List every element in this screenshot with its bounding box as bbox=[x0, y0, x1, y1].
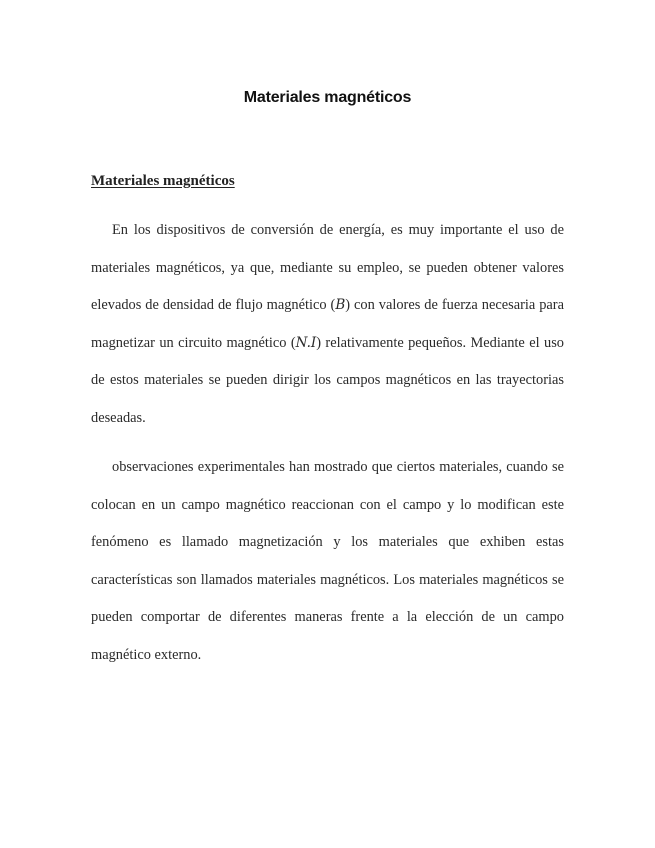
document-title: Materiales magnéticos bbox=[243, 89, 412, 106]
paragraph-1-text-c: ) relativamente pequeños. Mediante el uso de estos materiales se pueden dirigir los campos magnéticos en las trayectorias deseadas. bbox=[91, 334, 564, 426]
paragraph-1-text-b: ) con valores de fuerza necesaria para magnetizar un circuito magnético ( bbox=[91, 297, 564, 351]
paragraph-1-text-a: En los dispositivos de conversión de energía, es muy importante el uso de materiales magnéticos, ya que, mediante su empleo, se pueden obtener valores elevados de densidad de flujo magnético ( bbox=[91, 222, 564, 314]
paragraph-1 bbox=[91, 212, 564, 438]
flux-density-symbol: B bbox=[335, 297, 346, 314]
section-heading: Materiales magnéticos bbox=[91, 173, 235, 189]
paragraph-2: observaciones experimentales han mostrado que ciertos materiales, cuando se colocan en un campo magnético reaccionan con el campo y lo modifican este fenómeno es llamado magnetización y los materiales que exhiben estas características son llamados materiales magnéticos. Los materiales magnéticos se pueden comportar de diferentes maneras frente a la elección de un campo magnético externo. bbox=[91, 459, 564, 663]
magnetomotive-force-symbol: N.I bbox=[295, 334, 317, 351]
